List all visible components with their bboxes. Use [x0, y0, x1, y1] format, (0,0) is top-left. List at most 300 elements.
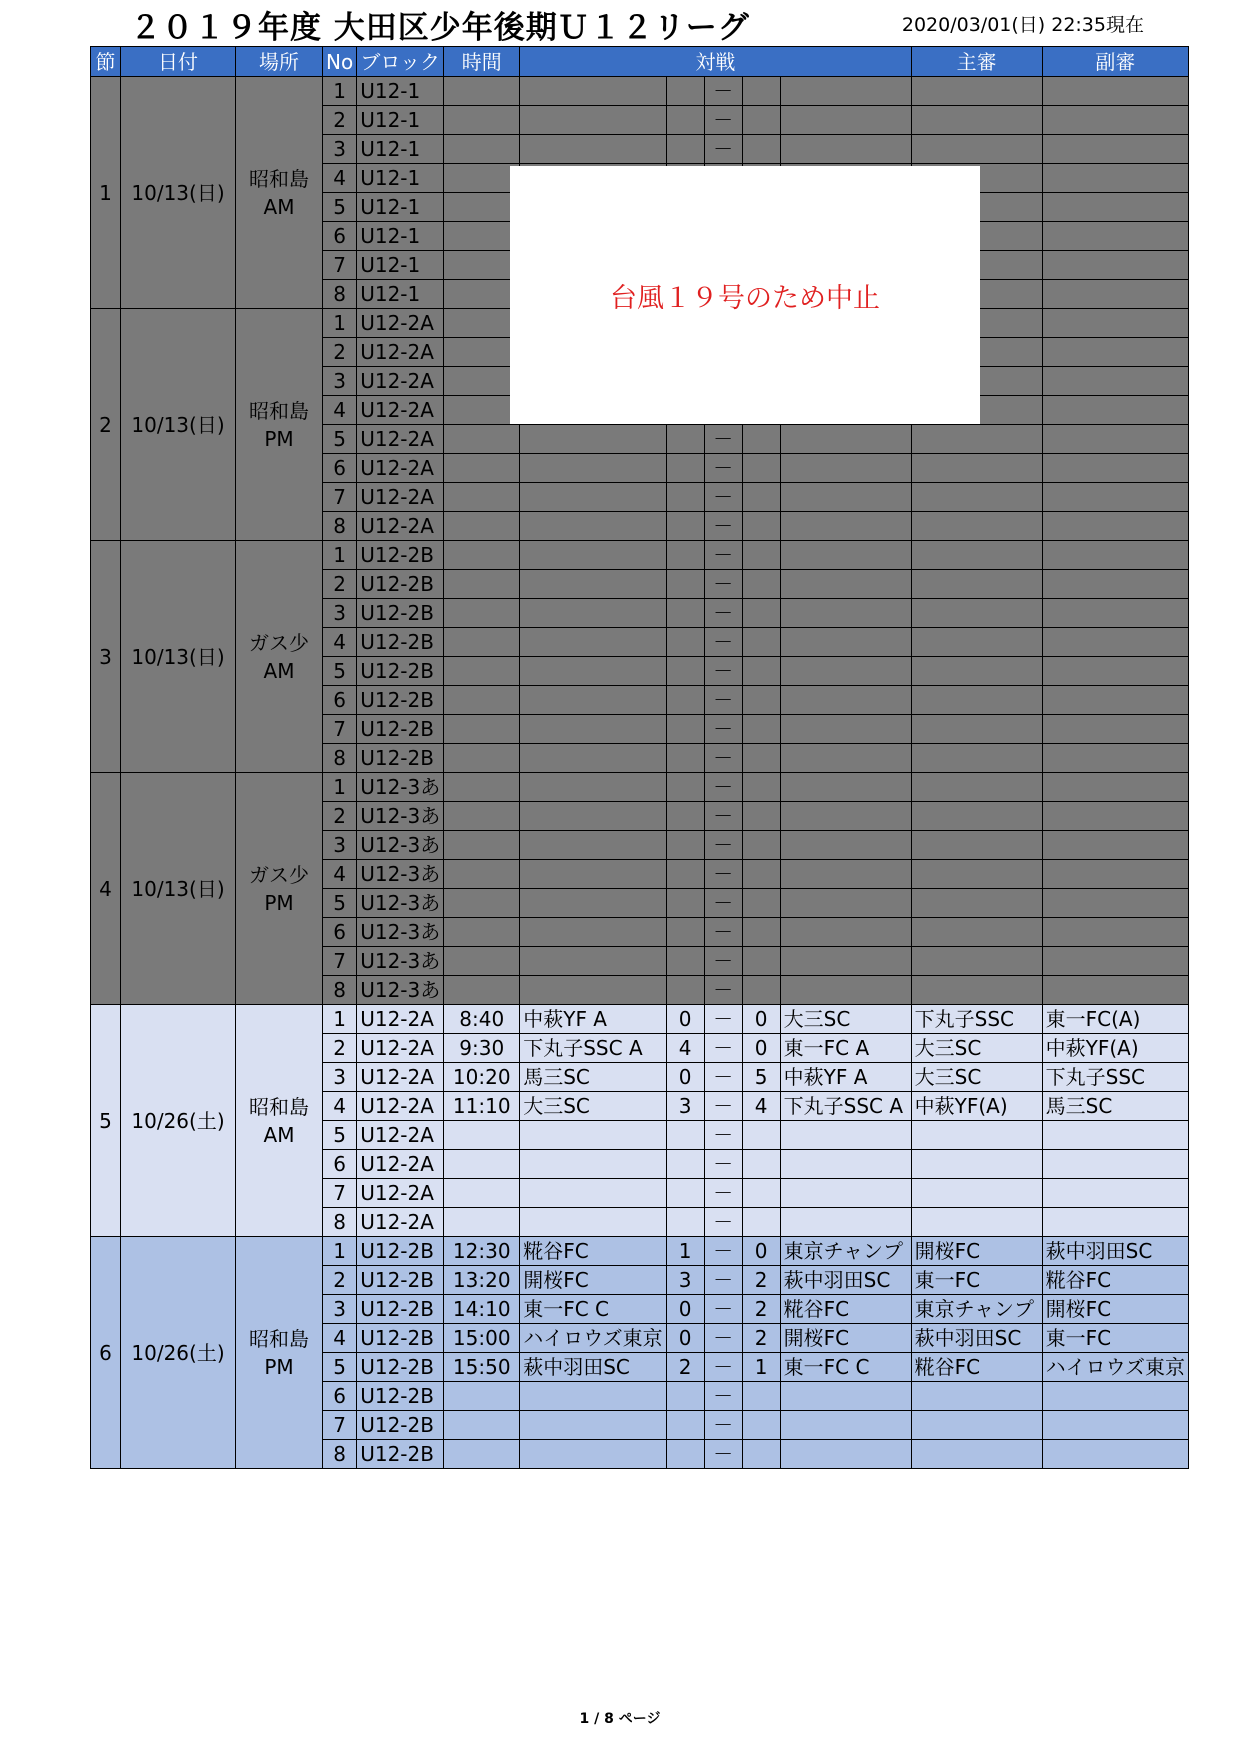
match-no-cell: 2	[323, 106, 357, 135]
home-team-cell	[520, 512, 666, 541]
block-cell: U12-2A	[357, 1179, 444, 1208]
away-team-cell	[780, 657, 911, 686]
score-separator-cell: －	[704, 1353, 742, 1382]
away-team-cell	[780, 773, 911, 802]
main-ref-cell	[911, 715, 1042, 744]
block-cell: U12-3あ	[357, 831, 444, 860]
home-score-cell	[666, 135, 704, 164]
away-team-cell	[780, 1121, 911, 1150]
away-score-cell: 2	[742, 1295, 780, 1324]
block-cell: U12-3あ	[357, 918, 444, 947]
match-no-cell: 8	[323, 976, 357, 1005]
assist-ref-cell	[1042, 947, 1188, 976]
block-cell: U12-1	[357, 77, 444, 106]
home-team-cell	[520, 802, 666, 831]
block-cell: U12-2B	[357, 1324, 444, 1353]
home-score-cell	[666, 860, 704, 889]
assist-ref-cell	[1042, 1208, 1188, 1237]
assist-ref-cell	[1042, 715, 1188, 744]
away-team-cell	[780, 860, 911, 889]
time-cell: 13:20	[444, 1266, 520, 1295]
header-section: 節	[91, 47, 121, 77]
home-team-cell	[520, 1121, 666, 1150]
score-separator-cell: －	[704, 135, 742, 164]
block-cell: U12-3あ	[357, 976, 444, 1005]
match-no-cell: 4	[323, 628, 357, 657]
match-no-cell: 4	[323, 1324, 357, 1353]
main-ref-cell	[911, 106, 1042, 135]
match-no-cell: 8	[323, 512, 357, 541]
assist-ref-cell	[1042, 773, 1188, 802]
time-cell	[444, 280, 520, 309]
away-score-cell: 0	[742, 1237, 780, 1266]
time-cell	[444, 367, 520, 396]
venue-cell	[236, 773, 323, 1005]
assist-ref-cell	[1042, 686, 1188, 715]
main-ref-cell	[911, 773, 1042, 802]
away-team-cell	[780, 425, 911, 454]
away-score-cell	[742, 831, 780, 860]
block-cell: U12-2B	[357, 1440, 444, 1469]
block-cell: U12-2A	[357, 1063, 444, 1092]
away-score-cell: 1	[742, 1353, 780, 1382]
venue-session: AM	[263, 194, 295, 219]
block-cell: U12-1	[357, 193, 444, 222]
home-team-cell	[520, 976, 666, 1005]
header-match: 対戦	[520, 47, 911, 77]
block-cell: U12-2A	[357, 425, 444, 454]
assist-ref-cell: 萩中羽田SC	[1042, 1237, 1188, 1266]
main-ref-cell: 大三SC	[911, 1034, 1042, 1063]
away-score-cell	[742, 512, 780, 541]
away-team-cell: 中萩YF A	[780, 1063, 911, 1092]
away-team-cell	[780, 1411, 911, 1440]
home-score-cell	[666, 657, 704, 686]
cancellation-notice	[510, 166, 980, 424]
block-cell: U12-2A	[357, 512, 444, 541]
away-score-cell	[742, 1382, 780, 1411]
assist-ref-cell	[1042, 483, 1188, 512]
time-cell	[444, 541, 520, 570]
main-ref-cell: 東京チャンプ	[911, 1295, 1042, 1324]
match-no-cell: 8	[323, 1440, 357, 1469]
away-score-cell: 0	[742, 1034, 780, 1063]
venue-session: PM	[264, 426, 294, 451]
home-score-cell	[666, 1208, 704, 1237]
home-score-cell	[666, 1150, 704, 1179]
match-no-cell: 7	[323, 1179, 357, 1208]
home-team-cell	[520, 628, 666, 657]
match-no-cell: 1	[323, 773, 357, 802]
match-no-cell: 2	[323, 570, 357, 599]
main-ref-cell	[911, 947, 1042, 976]
away-score-cell	[742, 802, 780, 831]
section-cell: 3	[91, 541, 121, 773]
away-score-cell	[742, 976, 780, 1005]
home-team-cell	[520, 570, 666, 599]
venue-name: 昭和島	[249, 398, 309, 423]
match-no-cell: 6	[323, 918, 357, 947]
section-cell: 5	[91, 1005, 121, 1237]
score-separator-cell: －	[704, 1411, 742, 1440]
home-score-cell	[666, 541, 704, 570]
main-ref-cell	[911, 1121, 1042, 1150]
match-no-cell: 4	[323, 396, 357, 425]
score-separator-cell: －	[704, 1208, 742, 1237]
time-cell	[444, 657, 520, 686]
home-score-cell	[666, 77, 704, 106]
block-cell: U12-2A	[357, 1150, 444, 1179]
assist-ref-cell: 東一FC(A)	[1042, 1005, 1188, 1034]
match-no-cell: 1	[323, 309, 357, 338]
venue-cell	[236, 541, 323, 773]
time-cell	[444, 164, 520, 193]
home-score-cell: 0	[666, 1324, 704, 1353]
time-cell: 8:40	[444, 1005, 520, 1034]
home-team-cell	[520, 1440, 666, 1469]
home-score-cell	[666, 106, 704, 135]
away-score-cell	[742, 686, 780, 715]
time-cell: 15:50	[444, 1353, 520, 1382]
home-score-cell	[666, 454, 704, 483]
away-score-cell	[742, 106, 780, 135]
away-score-cell: 4	[742, 1092, 780, 1121]
time-cell	[444, 599, 520, 628]
time-cell	[444, 831, 520, 860]
away-team-cell	[780, 744, 911, 773]
main-ref-cell	[911, 889, 1042, 918]
home-team-cell	[520, 715, 666, 744]
block-cell: U12-3あ	[357, 860, 444, 889]
home-score-cell: 0	[666, 1295, 704, 1324]
page-title: ２０１９年度 大田区少年後期Ｕ１２リーグ	[130, 10, 750, 46]
home-team-cell	[520, 106, 666, 135]
home-score-cell: 3	[666, 1266, 704, 1295]
away-team-cell	[780, 570, 911, 599]
main-ref-cell	[911, 1208, 1042, 1237]
home-team-cell: 大三SC	[520, 1092, 666, 1121]
assist-ref-cell	[1042, 889, 1188, 918]
match-no-cell: 4	[323, 860, 357, 889]
time-cell: 12:30	[444, 1237, 520, 1266]
time-cell	[444, 686, 520, 715]
block-cell: U12-2B	[357, 744, 444, 773]
home-team-cell	[520, 947, 666, 976]
block-cell: U12-2A	[357, 454, 444, 483]
score-separator-cell: －	[704, 1121, 742, 1150]
match-no-cell: 7	[323, 483, 357, 512]
away-team-cell: 東京チャンプ	[780, 1237, 911, 1266]
home-score-cell	[666, 570, 704, 599]
score-separator-cell: －	[704, 425, 742, 454]
main-ref-cell	[911, 512, 1042, 541]
away-score-cell: 5	[742, 1063, 780, 1092]
venue-session: AM	[263, 658, 295, 683]
home-team-cell	[520, 657, 666, 686]
score-separator-cell: －	[704, 1005, 742, 1034]
match-no-cell: 5	[323, 425, 357, 454]
home-team-cell: 開桜FC	[520, 1266, 666, 1295]
block-cell: U12-2B	[357, 1295, 444, 1324]
home-score-cell	[666, 715, 704, 744]
header-date: 日付	[121, 47, 236, 77]
match-no-cell: 8	[323, 280, 357, 309]
match-no-cell: 7	[323, 947, 357, 976]
main-ref-cell	[911, 454, 1042, 483]
match-no-cell: 1	[323, 77, 357, 106]
header-main-ref: 主審	[911, 47, 1042, 77]
venue-cell	[236, 1237, 323, 1469]
away-team-cell	[780, 1382, 911, 1411]
block-cell: U12-2B	[357, 715, 444, 744]
section-cell: 6	[91, 1237, 121, 1469]
home-team-cell	[520, 599, 666, 628]
main-ref-cell: 下丸子SSC	[911, 1005, 1042, 1034]
home-team-cell: 萩中羽田SC	[520, 1353, 666, 1382]
block-cell: U12-2A	[357, 1005, 444, 1034]
time-cell	[444, 1382, 520, 1411]
score-separator-cell: －	[704, 512, 742, 541]
home-score-cell	[666, 802, 704, 831]
table-row	[91, 1237, 1189, 1266]
away-team-cell	[780, 483, 911, 512]
block-cell: U12-2A	[357, 309, 444, 338]
away-team-cell	[780, 802, 911, 831]
away-team-cell	[780, 1440, 911, 1469]
assist-ref-cell	[1042, 512, 1188, 541]
score-separator-cell: －	[704, 483, 742, 512]
venue-session: PM	[264, 1354, 294, 1379]
main-ref-cell: 中萩YF(A)	[911, 1092, 1042, 1121]
block-cell: U12-2A	[357, 1121, 444, 1150]
home-team-cell	[520, 483, 666, 512]
match-no-cell: 3	[323, 599, 357, 628]
time-cell	[444, 1208, 520, 1237]
block-cell: U12-2A	[357, 1034, 444, 1063]
assist-ref-cell	[1042, 338, 1188, 367]
score-separator-cell: －	[704, 628, 742, 657]
away-team-cell	[780, 541, 911, 570]
venue-name: ガス少	[249, 630, 309, 655]
time-cell	[444, 483, 520, 512]
away-team-cell	[780, 918, 911, 947]
block-cell: U12-2B	[357, 599, 444, 628]
block-cell: U12-2B	[357, 1382, 444, 1411]
home-score-cell	[666, 947, 704, 976]
time-cell	[444, 889, 520, 918]
block-cell: U12-2A	[357, 483, 444, 512]
match-no-cell: 6	[323, 1382, 357, 1411]
away-score-cell	[742, 918, 780, 947]
away-team-cell	[780, 947, 911, 976]
home-team-cell	[520, 831, 666, 860]
home-team-cell	[520, 425, 666, 454]
time-cell	[444, 193, 520, 222]
venue-cell	[236, 77, 323, 309]
home-team-cell	[520, 135, 666, 164]
section-cell: 2	[91, 309, 121, 541]
away-score-cell	[742, 1440, 780, 1469]
time-cell	[444, 773, 520, 802]
assist-ref-cell	[1042, 1382, 1188, 1411]
main-ref-cell	[911, 483, 1042, 512]
block-cell: U12-2A	[357, 396, 444, 425]
block-cell: U12-2A	[357, 1208, 444, 1237]
assist-ref-cell: 東一FC	[1042, 1324, 1188, 1353]
assist-ref-cell	[1042, 831, 1188, 860]
block-cell: U12-1	[357, 135, 444, 164]
match-no-cell: 2	[323, 1266, 357, 1295]
home-team-cell	[520, 1382, 666, 1411]
away-team-cell: 糀谷FC	[780, 1295, 911, 1324]
assist-ref-cell	[1042, 1411, 1188, 1440]
away-score-cell	[742, 860, 780, 889]
time-cell	[444, 396, 520, 425]
time-cell	[444, 802, 520, 831]
main-ref-cell: 糀谷FC	[911, 1353, 1042, 1382]
home-score-cell	[666, 744, 704, 773]
time-cell	[444, 309, 520, 338]
match-no-cell: 2	[323, 338, 357, 367]
score-separator-cell: －	[704, 1382, 742, 1411]
away-team-cell	[780, 686, 911, 715]
main-ref-cell	[911, 657, 1042, 686]
home-score-cell	[666, 1179, 704, 1208]
score-separator-cell: －	[704, 686, 742, 715]
block-cell: U12-2B	[357, 1411, 444, 1440]
home-team-cell: 糀谷FC	[520, 1237, 666, 1266]
home-team-cell: 東一FC C	[520, 1295, 666, 1324]
assist-ref-cell	[1042, 309, 1188, 338]
score-separator-cell: －	[704, 454, 742, 483]
match-no-cell: 1	[323, 1005, 357, 1034]
home-score-cell: 1	[666, 1237, 704, 1266]
score-separator-cell: －	[704, 106, 742, 135]
score-separator-cell: －	[704, 773, 742, 802]
time-cell	[444, 338, 520, 367]
assist-ref-cell	[1042, 1121, 1188, 1150]
assist-ref-cell	[1042, 570, 1188, 599]
home-team-cell	[520, 773, 666, 802]
home-score-cell: 4	[666, 1034, 704, 1063]
score-separator-cell: －	[704, 860, 742, 889]
home-team-cell	[520, 918, 666, 947]
assist-ref-cell: 開桜FC	[1042, 1295, 1188, 1324]
assist-ref-cell	[1042, 135, 1188, 164]
main-ref-cell	[911, 802, 1042, 831]
match-no-cell: 2	[323, 802, 357, 831]
block-cell: U12-1	[357, 106, 444, 135]
away-score-cell	[742, 628, 780, 657]
assist-ref-cell	[1042, 1150, 1188, 1179]
match-no-cell: 3	[323, 1063, 357, 1092]
time-cell	[444, 744, 520, 773]
main-ref-cell	[911, 860, 1042, 889]
block-cell: U12-2B	[357, 1353, 444, 1382]
score-separator-cell: －	[704, 802, 742, 831]
away-team-cell: 下丸子SSC A	[780, 1092, 911, 1121]
home-score-cell: 3	[666, 1092, 704, 1121]
section-cell: 1	[91, 77, 121, 309]
home-team-cell	[520, 1208, 666, 1237]
away-team-cell	[780, 77, 911, 106]
match-no-cell: 6	[323, 1150, 357, 1179]
home-score-cell	[666, 918, 704, 947]
score-separator-cell: －	[704, 570, 742, 599]
venue-cell	[236, 309, 323, 541]
match-no-cell: 7	[323, 715, 357, 744]
away-team-cell: 萩中羽田SC	[780, 1266, 911, 1295]
date-cell: 10/13(日)	[121, 541, 236, 773]
score-separator-cell: －	[704, 976, 742, 1005]
home-team-cell	[520, 889, 666, 918]
away-team-cell	[780, 135, 911, 164]
main-ref-cell	[911, 541, 1042, 570]
time-cell	[444, 135, 520, 164]
venue-name: 昭和島	[249, 166, 309, 191]
block-cell: U12-1	[357, 251, 444, 280]
home-team-cell: ハイロウズ東京	[520, 1324, 666, 1353]
home-score-cell: 0	[666, 1063, 704, 1092]
away-score-cell: 2	[742, 1324, 780, 1353]
block-cell: U12-3あ	[357, 773, 444, 802]
away-team-cell	[780, 106, 911, 135]
home-team-cell	[520, 860, 666, 889]
home-team-cell	[520, 1411, 666, 1440]
assist-ref-cell	[1042, 164, 1188, 193]
main-ref-cell	[911, 77, 1042, 106]
header-row	[91, 47, 1189, 77]
home-score-cell	[666, 1382, 704, 1411]
venue-session: PM	[264, 890, 294, 915]
block-cell: U12-1	[357, 222, 444, 251]
match-no-cell: 3	[323, 135, 357, 164]
assist-ref-cell: 糀谷FC	[1042, 1266, 1188, 1295]
score-separator-cell: －	[704, 1034, 742, 1063]
away-score-cell	[742, 773, 780, 802]
away-team-cell: 開桜FC	[780, 1324, 911, 1353]
home-score-cell: 2	[666, 1353, 704, 1382]
score-separator-cell: －	[704, 831, 742, 860]
assist-ref-cell	[1042, 193, 1188, 222]
block-cell: U12-2B	[357, 541, 444, 570]
time-cell	[444, 222, 520, 251]
away-team-cell	[780, 512, 911, 541]
assist-ref-cell	[1042, 599, 1188, 628]
score-separator-cell: －	[704, 1179, 742, 1208]
match-no-cell: 5	[323, 1121, 357, 1150]
time-cell: 15:00	[444, 1324, 520, 1353]
away-score-cell	[742, 715, 780, 744]
score-separator-cell: －	[704, 947, 742, 976]
away-team-cell	[780, 831, 911, 860]
block-cell: U12-2A	[357, 367, 444, 396]
away-score-cell: 2	[742, 1266, 780, 1295]
score-separator-cell: －	[704, 1295, 742, 1324]
match-no-cell: 1	[323, 1237, 357, 1266]
away-score-cell	[742, 1150, 780, 1179]
match-no-cell: 6	[323, 686, 357, 715]
header-no: No	[323, 47, 357, 77]
away-score-cell	[742, 77, 780, 106]
time-cell	[444, 425, 520, 454]
home-score-cell	[666, 483, 704, 512]
score-separator-cell: －	[704, 715, 742, 744]
home-score-cell	[666, 686, 704, 715]
away-score-cell: 0	[742, 1005, 780, 1034]
home-score-cell	[666, 773, 704, 802]
main-ref-cell	[911, 1411, 1042, 1440]
